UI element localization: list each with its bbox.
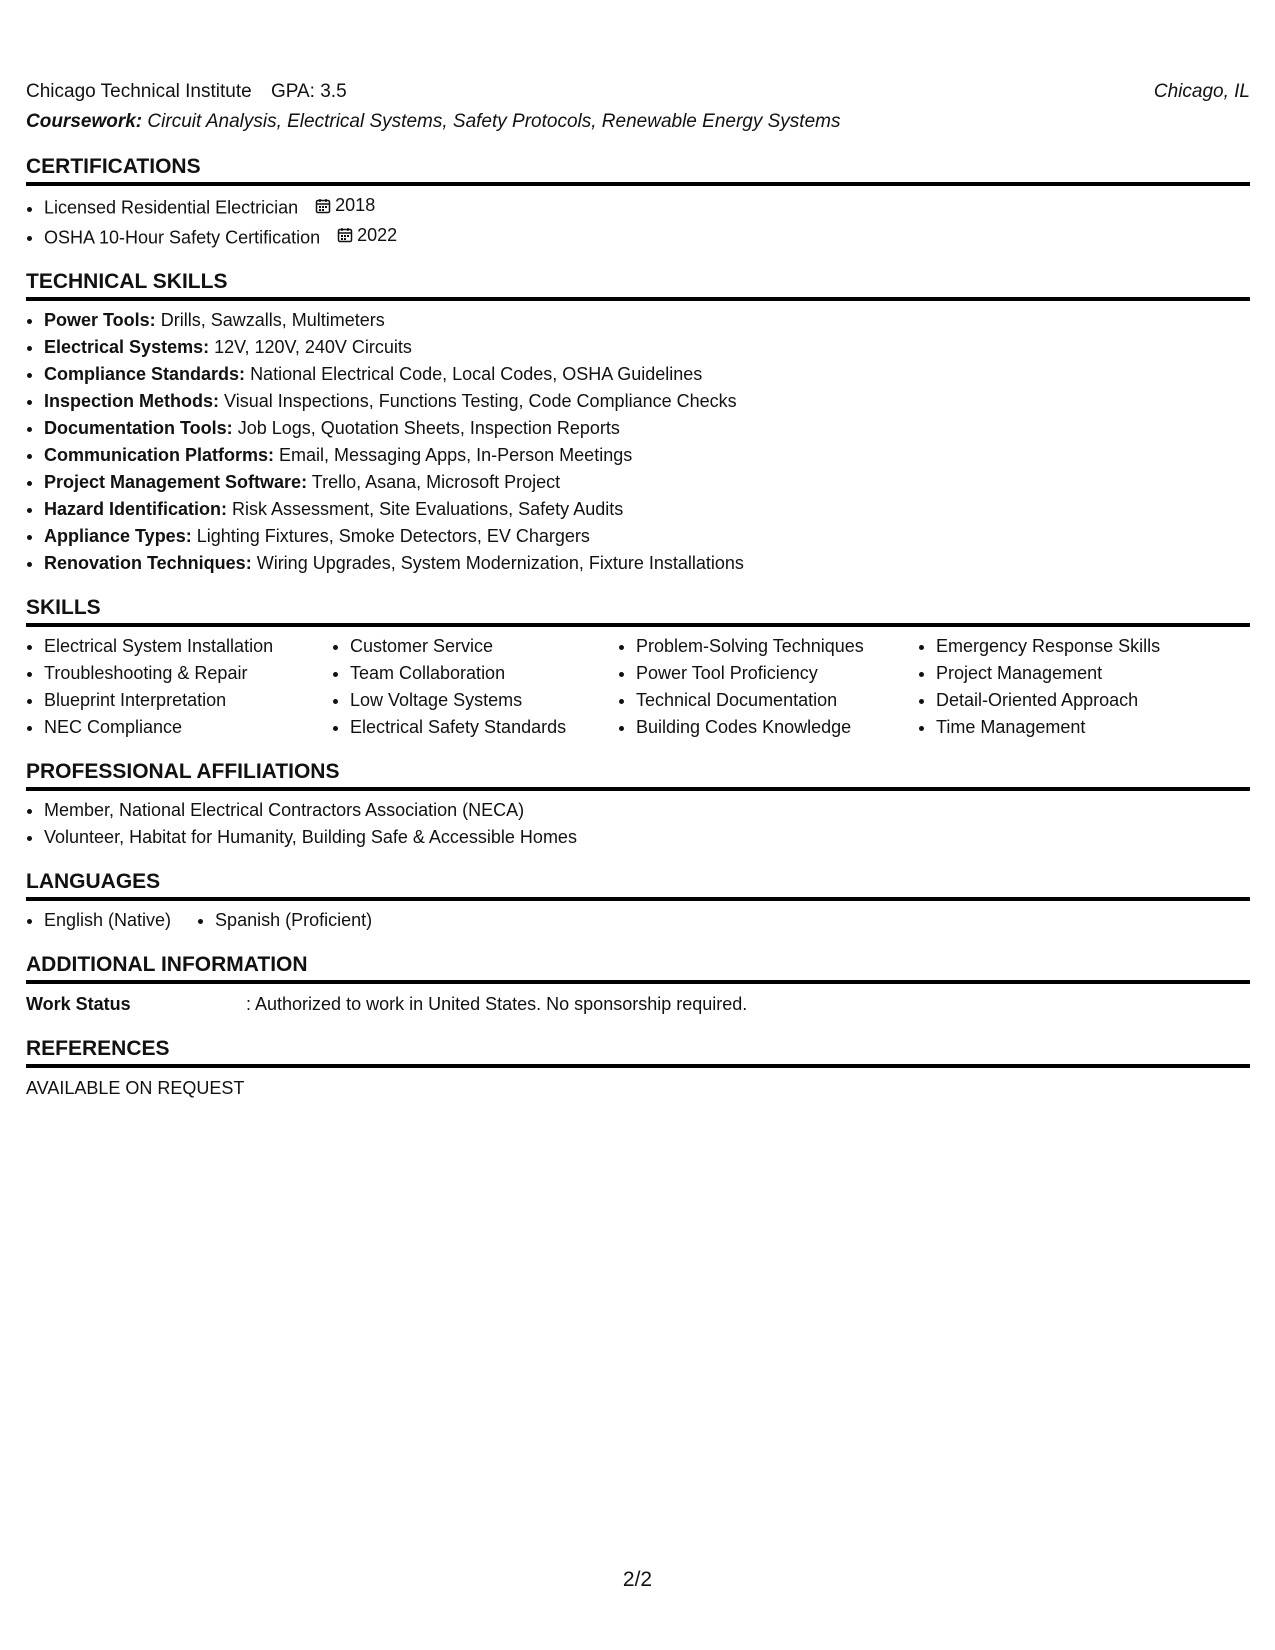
references-section	[26, 1036, 1250, 1102]
coursework-label: Coursework:	[26, 111, 143, 132]
affiliations-list	[26, 797, 1250, 851]
list-item: • Low Voltage Systems	[350, 687, 618, 714]
list-item: • Inspection Methods: Visual Inspections, Functions Testing, Code Compliance Checks	[44, 388, 1250, 415]
list-item: • Electrical System Installation	[44, 633, 332, 660]
skills-column	[332, 633, 618, 741]
section-title-affiliations: PROFESSIONAL AFFILIATIONS	[26, 759, 1250, 791]
certification-year: 2018	[335, 195, 376, 215]
certifications-list	[26, 192, 1250, 251]
skills-column	[618, 633, 918, 741]
work-status-row	[26, 990, 1250, 1018]
section-title-references: REFERENCES	[26, 1036, 1250, 1068]
list-item: • Troubleshooting & Repair	[44, 660, 332, 687]
work-status-label: Work Status	[26, 994, 131, 1014]
list-item: • Member, National Electrical Contractors Association (NECA)	[44, 797, 1250, 824]
coursework	[26, 108, 1250, 136]
coursework-list: Circuit Analysis, Electrical Systems, Safety Protocols, Renewable Energy Systems	[147, 111, 841, 132]
work-status-value: : Authorized to work in United States. No sponsorship required.	[246, 994, 748, 1014]
skills-section	[26, 595, 1250, 741]
certifications-section	[26, 154, 1250, 251]
list-item: • Detail-Oriented Approach	[936, 687, 1236, 714]
list-item: • Power Tools: Drills, Sawzalls, Multimeters	[44, 307, 1250, 334]
list-item	[44, 192, 1250, 222]
education-entry	[26, 78, 1250, 136]
list-item: • Appliance Types: Lighting Fixtures, Smoke Detectors, EV Chargers	[44, 523, 1250, 550]
references-text: AVAILABLE ON REQUEST	[26, 1078, 245, 1098]
list-item: • Team Collaboration	[350, 660, 618, 687]
certification-year: 2022	[357, 224, 398, 245]
additional-info-section	[26, 952, 1250, 1018]
calendar-icon	[315, 198, 331, 214]
list-item: • Blueprint Interpretation	[44, 687, 332, 714]
list-item: • Power Tool Proficiency	[636, 660, 918, 687]
skills-column	[26, 633, 332, 741]
section-title-languages: LANGUAGES	[26, 869, 1250, 901]
school-location: Chicago, IL	[1153, 81, 1250, 102]
languages-section	[26, 869, 1250, 934]
calendar-icon	[337, 227, 353, 243]
list-item: • Spanish (Proficient)	[215, 907, 372, 934]
list-item: • Compliance Standards: National Electrical Code, Local Codes, OSHA Guidelines	[44, 361, 1250, 388]
list-item: • Customer Service	[350, 633, 618, 660]
resume-page	[26, 78, 1250, 1102]
languages-list	[26, 907, 1250, 934]
list-item: • Communication Platforms: Email, Messaging Apps, In-Person Meetings	[44, 442, 1250, 469]
education-line	[26, 78, 1250, 106]
list-item: • Project Management Software: Trello, Asana, Microsoft Project	[44, 469, 1250, 496]
list-item: • Electrical Systems: 12V, 120V, 240V Circuits	[44, 334, 1250, 361]
list-item	[44, 222, 1250, 252]
certification-name: OSHA 10-Hour Safety Certification	[44, 227, 321, 247]
gpa: GPA: 3.5	[270, 81, 347, 102]
certification-name: Licensed Residential Electrician	[44, 197, 299, 218]
page-number: 2/2	[622, 1568, 653, 1591]
section-title-certifications: CERTIFICATIONS	[26, 154, 1250, 186]
list-item: • Building Codes Knowledge	[636, 714, 918, 741]
skills-grid	[26, 633, 1250, 741]
list-item: • Time Management	[936, 714, 1236, 741]
school-name: Chicago Technical Institute	[26, 81, 252, 102]
section-title-additional-info: ADDITIONAL INFORMATION	[26, 952, 1250, 984]
list-item: • Documentation Tools: Job Logs, Quotation Sheets, Inspection Reports	[44, 415, 1250, 442]
list-item: • Technical Documentation	[636, 687, 918, 714]
list-item: • Hazard Identification: Risk Assessment, Site Evaluations, Safety Audits	[44, 496, 1250, 523]
section-title-technical-skills: TECHNICAL SKILLS	[26, 269, 1250, 301]
list-item: • Emergency Response Skills	[936, 633, 1236, 660]
affiliations-section	[26, 759, 1250, 851]
list-item: • Electrical Safety Standards	[350, 714, 618, 741]
technical-skills-section	[26, 269, 1250, 577]
list-item: • Renovation Techniques: Wiring Upgrades, System Modernization, Fixture Installations	[44, 550, 1250, 577]
technical-skills-list	[26, 307, 1250, 577]
list-item: • English (Native)	[44, 907, 171, 934]
list-item: • Problem-Solving Techniques	[636, 633, 918, 660]
list-item: • NEC Compliance	[44, 714, 332, 741]
list-item: • Project Management	[936, 660, 1236, 687]
section-title-skills: SKILLS	[26, 595, 1250, 627]
skills-column	[918, 633, 1236, 741]
list-item: • Volunteer, Habitat for Humanity, Building Safe & Accessible Homes	[44, 824, 1250, 851]
